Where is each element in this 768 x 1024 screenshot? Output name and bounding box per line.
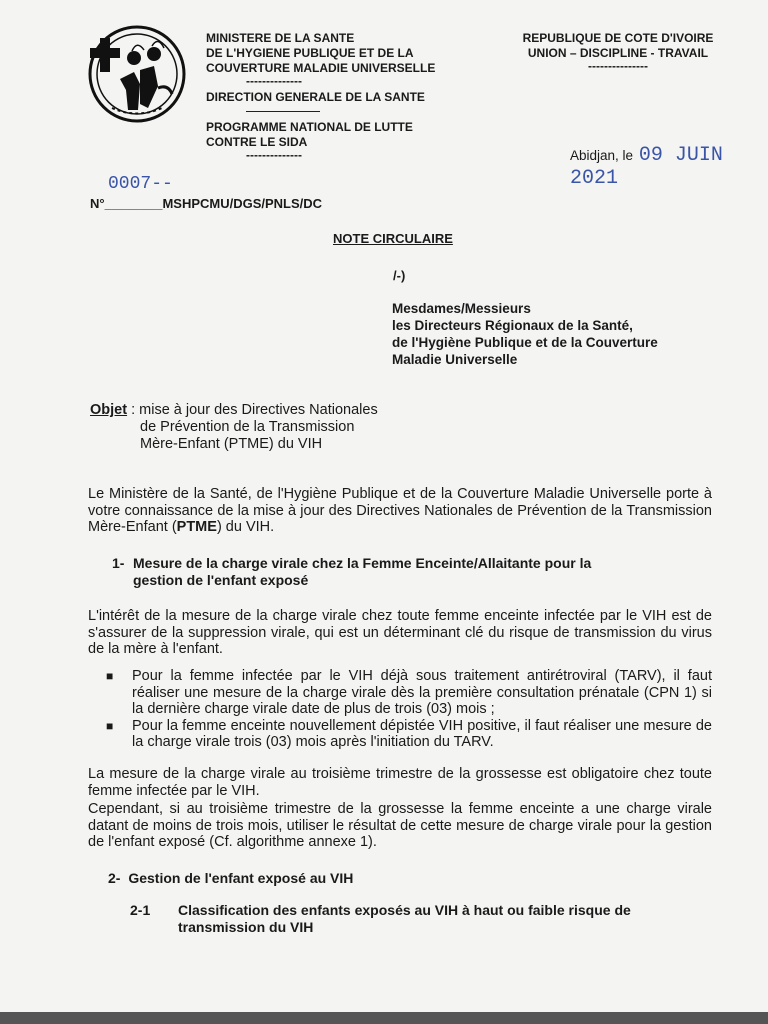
republic-dashes: --------------- <box>588 59 648 73</box>
objet-line-3: Mère-Enfant (PTME) du VIH <box>140 436 323 452</box>
republic-header <box>508 31 728 71</box>
direction-generale: DIRECTION GENERALE DE LA SANTE <box>206 90 425 104</box>
reference-prefix: N° <box>90 196 105 211</box>
recipients-block <box>392 300 658 368</box>
republic-motto: UNION – DISCIPLINE - TRAVAIL <box>527 46 709 60</box>
list-item <box>106 717 712 751</box>
intro-ptme: PTME <box>176 519 217 535</box>
ministry-header <box>206 31 435 160</box>
section-1-heading <box>133 555 693 589</box>
bullet-text-1: Pour la femme infectée par le VIH déjà sous traitement antirétroviral (TARV), il faut réaliser une mesure de la charge virale dès la première consultation prénatale (CPN 1) si la dernière charge virale date de plus de trois (03) mois ; <box>132 668 712 717</box>
recipients-line-4: Maladie Universelle <box>392 352 518 367</box>
program-line-1: PROGRAMME NATIONAL DE LUTTE <box>206 120 413 134</box>
section-2-number: 2- <box>108 870 121 886</box>
intro-before: Le Ministère de la Santé, de l'Hygiène Publique et de la Couverture Maladie Universelle porte à votre connaissance de la mise à jour des Directives Nationales de Prévention de la Transmission Mère-Enfant ( <box>88 486 712 535</box>
program-line-2: CONTRE LE SIDA <box>206 135 308 149</box>
bullet-icon: ■ <box>106 669 114 683</box>
objet-label: Objet <box>90 402 128 418</box>
date-stamp: 09 JUIN 2021 <box>570 144 723 190</box>
reference-line <box>90 196 322 211</box>
intro-paragraph <box>88 486 712 536</box>
section-1-paragraph-1: L'intérêt de la mesure de la charge virale chez toute femme enceinte infectée par le VIH est de s'assurer de la suppression virale, qui est un déterminant clé du risque de transmission du virus de la mère à l'enfant. <box>88 608 712 657</box>
objet-line-2: de Prévention de la Transmission <box>140 419 355 435</box>
objet-block <box>90 402 378 453</box>
subsection-2-1-number: 2-1 <box>130 902 151 918</box>
scan-edge-bar <box>0 1012 768 1024</box>
date-line <box>570 144 768 190</box>
subsection-2-1-line-1: Classification des enfants exposés au VIH à haut ou faible risque de <box>178 902 631 918</box>
document-title: NOTE CIRCULAIRE <box>333 231 453 246</box>
section-1-number: 1- <box>112 555 125 571</box>
ministry-line-3: COUVERTURE MALADIE UNIVERSELLE <box>206 61 436 75</box>
bullet-text-2: Pour la femme enceinte nouvellement dépistée VIH positive, il faut réaliser une mesure de la charge virale trois (03) mois après l'initiation du TARV. <box>132 717 712 750</box>
section-2-title: Gestion de l'enfant exposé au VIH <box>128 870 354 886</box>
reference-blank: ________ <box>104 196 163 211</box>
reference-code: MSHPCMU/DGS/PNLS/DC <box>162 196 323 211</box>
ministry-logo <box>82 24 194 124</box>
reference-stamp: 0007-- <box>108 174 173 194</box>
recipients-line-1: Mesdames/Messieurs <box>392 301 531 316</box>
subsection-2-1-line-2: transmission du VIH <box>178 919 314 935</box>
ministry-line-2: DE L'HYGIENE PUBLIQUE ET DE LA <box>206 46 414 60</box>
subsection-2-1-heading <box>178 902 718 936</box>
list-item <box>106 668 712 718</box>
section-1-heading-line-2: gestion de l'enfant exposé <box>133 572 309 588</box>
bullet-icon: ■ <box>106 718 114 733</box>
slash-mark: /-) <box>393 268 406 283</box>
recipients-line-2: les Directeurs Régionaux de la Santé, <box>392 318 633 333</box>
ministry-line-1: MINISTERE DE LA SANTE <box>206 31 355 45</box>
recipients-line-3: de l'Hygiène Publique et de la Couverture <box>392 335 658 350</box>
divider <box>246 111 320 112</box>
ministry-dashes: -------------- <box>246 74 302 88</box>
objet-line-1: : mise à jour des Directives Nationales <box>127 402 378 418</box>
section-1-paragraph-3: Cependant, si au troisième trimestre de la grossesse la femme enceinte a une charge virale datant de moins de trois mois, utiliser le résultat de cette mesure de charge virale pour la gestion de l'enfant exposé (Cf. algorithme annexe 1). <box>88 801 712 850</box>
program-dashes: -------------- <box>246 148 302 162</box>
section-1-paragraph-2: La mesure de la charge virale au troisième trimestre de la grossesse est obligatoire chez toute femme infectée par le VIH. <box>88 766 712 799</box>
section-1-bullets <box>106 668 712 751</box>
section-2-heading <box>108 870 353 886</box>
republic-line-1: REPUBLIQUE DE COTE D'IVOIRE <box>522 31 714 45</box>
intro-after: ) du VIH. <box>216 519 275 535</box>
date-prefix: Abidjan, le <box>570 148 634 163</box>
section-1-heading-line-1: Mesure de la charge virale chez la Femme Enceinte/Allaitante pour la <box>133 555 592 571</box>
